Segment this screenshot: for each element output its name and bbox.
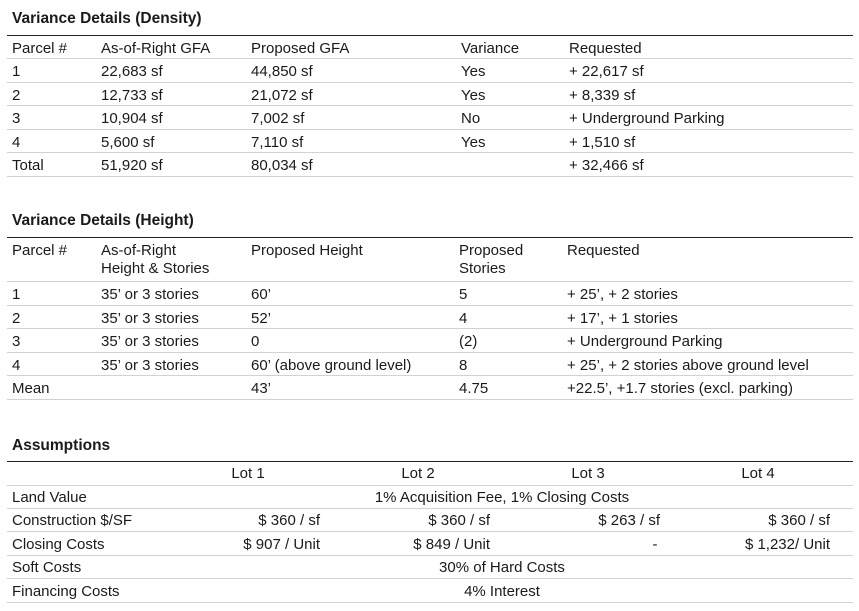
height-cell-as-of-right: 35’ or 3 stories [101,333,199,350]
assumptions-span-value: 1% Acquisition Fee, 1% Closing Costs [374,489,630,506]
height-cell-parcel: Mean [12,380,50,397]
density-cell-variance: Yes [461,134,486,151]
height-cell-proposed-height: 60’ [251,286,272,303]
row-divider [7,555,853,556]
height-cell-parcel: 2 [12,310,21,327]
height-cell-proposed-height: 60’ (above ground level) [251,357,412,374]
row-divider [7,352,853,353]
assumptions-header-lot-4: Lot 4 [741,465,775,482]
row-divider [7,602,853,603]
density-cell-as-of-right: 51,920 sf [101,157,163,174]
density-cell-parcel: 3 [12,110,21,127]
density-cell-requested: + 32,466 sf [569,157,644,174]
row-divider [7,508,853,509]
assumptions-cell-lot-3: - [652,536,658,553]
row-divider [7,485,853,486]
density-cell-variance: Yes [461,87,486,104]
assumptions-row-label: Closing Costs [12,536,105,553]
assumptions-table-title: Assumptions [12,437,111,454]
density-header-parcel: Parcel # [12,40,68,57]
density-header-rule [7,35,853,36]
height-cell-proposed-stories: 4 [459,310,468,327]
density-cell-variance: Yes [461,63,486,80]
height-cell-parcel: 3 [12,333,21,350]
row-divider [7,305,853,306]
assumptions-cell-lot-4: $ 360 / sf [768,512,830,529]
row-divider [7,531,853,532]
density-header-variance: Variance [461,40,520,57]
assumptions-header-rule [7,461,853,462]
height-cell-parcel: 4 [12,357,21,374]
height-cell-proposed-stories: 4.75 [459,380,489,397]
assumptions-row-label: Land Value [12,489,87,506]
density-header-as-of-right-gfa: As-of-Right GFA [101,40,211,57]
assumptions-cell-lot-3: $ 263 / sf [598,512,660,529]
row-divider [7,58,853,59]
assumptions-span-value: 30% of Hard Costs [439,559,565,576]
height-cell-as-of-right: 35’ or 3 stories [101,357,199,374]
row-divider [7,399,853,400]
assumptions-cell-lot-1: $ 907 / Unit [243,536,320,553]
height-header-requested: Requested [567,242,640,259]
height-header-proposed-stories-line2: Stories [459,260,506,277]
height-header-rule [7,237,853,238]
density-cell-requested: + 8,339 sf [569,87,636,104]
row-divider [7,82,853,83]
density-cell-proposed: 44,850 sf [251,63,313,80]
row-divider [7,375,853,376]
assumptions-header-lot-3: Lot 3 [571,465,605,482]
density-cell-parcel: Total [12,157,44,174]
assumptions-row-label: Construction $/SF [12,512,133,529]
height-header-as-of-right: As-of-Right [101,242,177,259]
height-header-as-of-right-line2: Height & Stories [101,260,210,277]
assumptions-row-label: Financing Costs [12,583,120,600]
assumptions-span-value: 4% Interest [464,583,540,600]
row-divider [7,281,853,282]
height-cell-requested: + 17’, + 1 stories [567,310,678,327]
density-cell-proposed: 80,034 sf [251,157,313,174]
assumptions-header-lot-2: Lot 2 [401,465,435,482]
height-cell-as-of-right: 35’ or 3 stories [101,286,199,303]
density-cell-requested: + 1,510 sf [569,134,636,151]
density-header-requested: Requested [569,40,642,57]
row-divider [7,129,853,130]
height-cell-proposed-stories: (2) [459,333,478,350]
density-cell-as-of-right: 22,683 sf [101,63,163,80]
assumptions-cell-lot-2: $ 849 / Unit [413,536,490,553]
density-cell-parcel: 4 [12,134,21,151]
density-cell-parcel: 1 [12,63,21,80]
density-table-title: Variance Details (Density) [12,10,202,27]
height-header-proposed-height: Proposed Height [251,242,363,259]
density-cell-proposed: 7,110 sf [251,134,304,151]
height-cell-proposed-height: 52’ [251,310,272,327]
height-header-parcel: Parcel # [12,242,68,259]
assumptions-cell-lot-2: $ 360 / sf [428,512,490,529]
row-divider [7,152,853,153]
density-cell-proposed: 21,072 sf [251,87,313,104]
height-cell-requested: + Underground Parking [567,333,723,350]
density-cell-parcel: 2 [12,87,21,104]
assumptions-row-label: Soft Costs [12,559,82,576]
height-cell-requested: + 25’, + 2 stories [567,286,678,303]
assumptions-cell-lot-4: $ 1,232/ Unit [744,536,830,553]
row-divider [7,105,853,106]
row-divider [7,176,853,177]
density-cell-requested: + 22,617 sf [569,63,644,80]
height-cell-as-of-right: 35’ or 3 stories [101,310,199,327]
density-cell-variance: No [461,110,481,127]
density-cell-requested: + Underground Parking [569,110,725,127]
height-header-proposed-stories: Proposed [459,242,524,259]
density-cell-as-of-right: 10,904 sf [101,110,163,127]
assumptions-cell-lot-1: $ 360 / sf [258,512,320,529]
height-table-title: Variance Details (Height) [12,212,194,229]
row-divider [7,578,853,579]
height-cell-requested: +22.5’, +1.7 stories (excl. parking) [567,380,793,397]
density-cell-as-of-right: 12,733 sf [101,87,163,104]
height-cell-proposed-height: 0 [251,333,260,350]
height-cell-proposed-stories: 8 [459,357,468,374]
height-cell-requested: + 25’, + 2 stories above ground level [567,357,809,374]
height-cell-proposed-stories: 5 [459,286,468,303]
density-cell-proposed: 7,002 sf [251,110,305,127]
density-header-proposed-gfa: Proposed GFA [251,40,350,57]
assumptions-header-lot-1: Lot 1 [231,465,265,482]
row-divider [7,328,853,329]
density-cell-as-of-right: 5,600 sf [101,134,155,151]
height-cell-proposed-height: 43’ [251,380,272,397]
height-cell-parcel: 1 [12,286,21,303]
